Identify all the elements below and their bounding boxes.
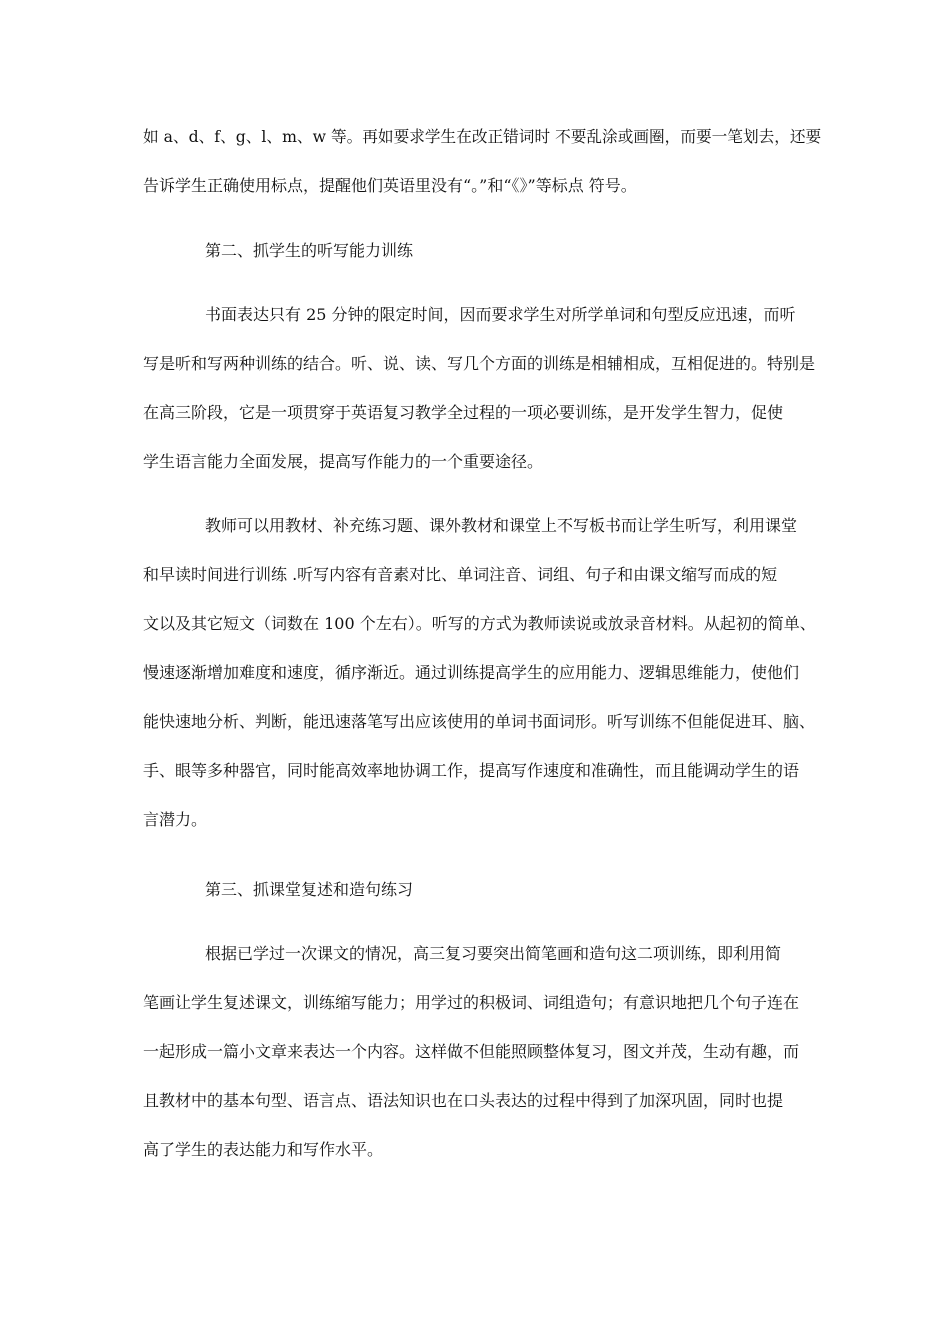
paragraph-line: 慢速逐渐增加难度和速度，循序渐近。通过训练提高学生的应用能力、逻辑思维能力，使他们 [143,663,800,682]
paragraph-line: 教师可以用教材、补充练习题、课外教材和课堂上不写板书而让学生听写，利用课堂 [205,516,798,535]
paragraph-line: 在高三阶段，它是一项贯穿于英语复习教学全过程的一项必要训练，是开发学生智力，促使 [143,403,784,422]
paragraph-line: 且教材中的基本句型、语言点、语法知识也在口头表达的过程中得到了加深巩固，同时也提 [143,1091,784,1110]
paragraph-line: 言潜力。 [143,810,208,829]
paragraph-line: 文以及其它短文（词数在 100 个左右）。听写的方式为教师读说或放录音材料。从起初的简单、 [143,614,816,633]
paragraph-line: 笔画让学生复述课文，训练缩写能力；用学过的积极词、词组造句；有意识地把几个句子连在 [143,993,800,1012]
paragraph-line: 手、眼等多种器官，同时能高效率地协调工作，提高写作速度和准确性，而且能调动学生的语 [143,761,800,780]
paragraph-line: 学生语言能力全面发展，提高写作能力的一个重要途径。 [143,452,544,471]
heading-text: 第二、抓学生的听写能力训练 [205,241,414,260]
heading-text: 第三、抓课堂复述和造句练习 [205,880,414,899]
paragraph-line: 一起形成一篇小文章来表达一个内容。这样做不但能照顾整体复习，图文并茂，生动有趣，而 [143,1042,800,1061]
paragraph-line: 高了学生的表达能力和写作水平。 [143,1140,384,1159]
paragraph-line: 书面表达只有 25 分钟的限定时间，因而要求学生对所学单词和句型反应迅速，而听 [205,305,796,324]
paragraph-line: 和早读时间进行训练 .听写内容有音素对比、单词注音、词组、句子和由课文缩写而成的短 [143,565,778,584]
paragraph-line: 告诉学生正确使用标点，提醒他们英语里没有“。”和“《》”等标点 符号。 [143,176,637,195]
paragraph-line: 如 a、d、f、g、l、m、w 等。再如要求学生在改正错词时 不要乱涂或画圈，而要一笔划去，还要 [143,127,822,146]
paragraph-line: 写是听和写两种训练的结合。听、说、读、写几个方面的训练是相辅相成，互相促进的。特别是 [143,354,816,373]
paragraph-line: 根据已学过一次课文的情况，高三复习要突出简笔画和造句这二项训练，即利用简 [205,944,782,963]
paragraph-line: 能快速地分析、判断，能迅速落笔写出应该使用的单词书面词形。听写训练不但能促进耳、脑、 [143,712,816,731]
